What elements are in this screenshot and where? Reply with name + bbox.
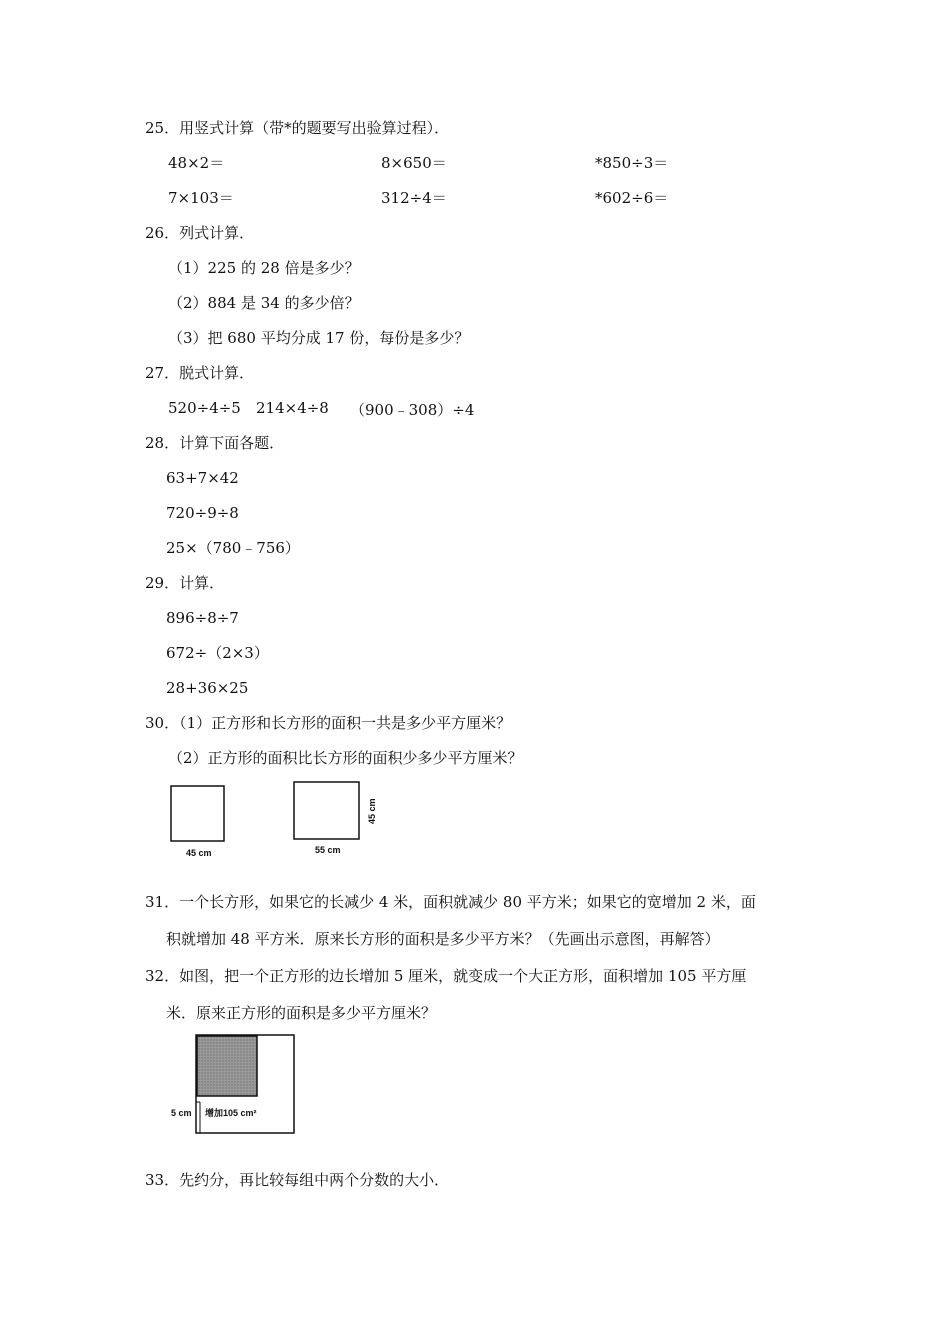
q26-item: （2）884 是 34 的多少倍？ <box>168 294 360 312</box>
square-side-label: 45 cm <box>186 848 212 858</box>
side-increase-label: 5 cm <box>171 1108 192 1118</box>
q25-expr: *850÷3＝ <box>595 154 669 172</box>
q25-expr: *602÷6＝ <box>595 189 669 207</box>
rectangle-height-label: 45 cm <box>367 798 377 824</box>
q25-expr: 8×650＝ <box>381 154 447 172</box>
q28-item: 63+7×42 <box>166 469 239 487</box>
q25-title: 25．用竖式计算（带*的题要写出验算过程）． <box>145 119 450 137</box>
q28-item: 25×（780﹣756） <box>166 539 300 557</box>
q31-line1: 31．一个长方形，如果它的长减少 4 米，面积就减少 80 平方米；如果它的宽增加 2 米，面 <box>145 893 756 911</box>
q32-line1: 32．如图，把一个正方形的边长增加 5 厘米，就变成一个大正方形，面积增加 105 平方厘 <box>145 967 747 985</box>
q27-item: 214×4÷8 <box>256 399 329 417</box>
area-increase-label: 增加105 cm² <box>205 1108 257 1118</box>
q26-title: 26．列式计算． <box>145 224 255 242</box>
q31-line2: 积就增加 48 平方米．原来长方形的面积是多少平方米？（先画出示意图，再解答） <box>166 930 720 948</box>
q26-item: （1）225 的 28 倍是多少？ <box>168 259 360 277</box>
q27-item: 520÷4÷5 <box>168 399 241 417</box>
enlarged-square-figure <box>165 1030 305 1140</box>
rectangle-width-label: 55 cm <box>315 845 341 855</box>
q27-item: （900﹣308）÷4 <box>350 401 475 419</box>
q25-expr: 312÷4＝ <box>381 189 447 207</box>
q25-expr: 48×2＝ <box>168 154 225 172</box>
q26-item: （3）把 680 平均分成 17 份，每份是多少？ <box>168 329 470 347</box>
q29-item: 896÷8÷7 <box>166 609 239 627</box>
q32-line2: 米．原来正方形的面积是多少平方厘米？ <box>166 1004 437 1022</box>
q27-title: 27．脱式计算． <box>145 364 255 382</box>
q33-title: 33．先约分，再比较每组中两个分数的大小． <box>145 1171 450 1189</box>
q25-expr: 7×103＝ <box>168 189 234 207</box>
q29-title: 29．计算． <box>145 574 225 592</box>
q29-item: 672÷（2×3） <box>166 644 269 662</box>
original-square-shaded <box>197 1036 257 1096</box>
square-shape <box>171 786 224 841</box>
rectangle-shape <box>294 782 359 839</box>
square-rectangle-figure <box>160 780 390 860</box>
q28-title: 28．计算下面各题． <box>145 434 285 452</box>
q30-part2: （2）正方形的面积比长方形的面积少多少平方厘米？ <box>168 749 523 767</box>
q29-item: 28+36×25 <box>166 679 249 697</box>
q28-item: 720÷9÷8 <box>166 504 239 522</box>
q30-part1: 30．（1）正方形和长方形的面积一共是多少平方厘米？ <box>145 714 512 732</box>
